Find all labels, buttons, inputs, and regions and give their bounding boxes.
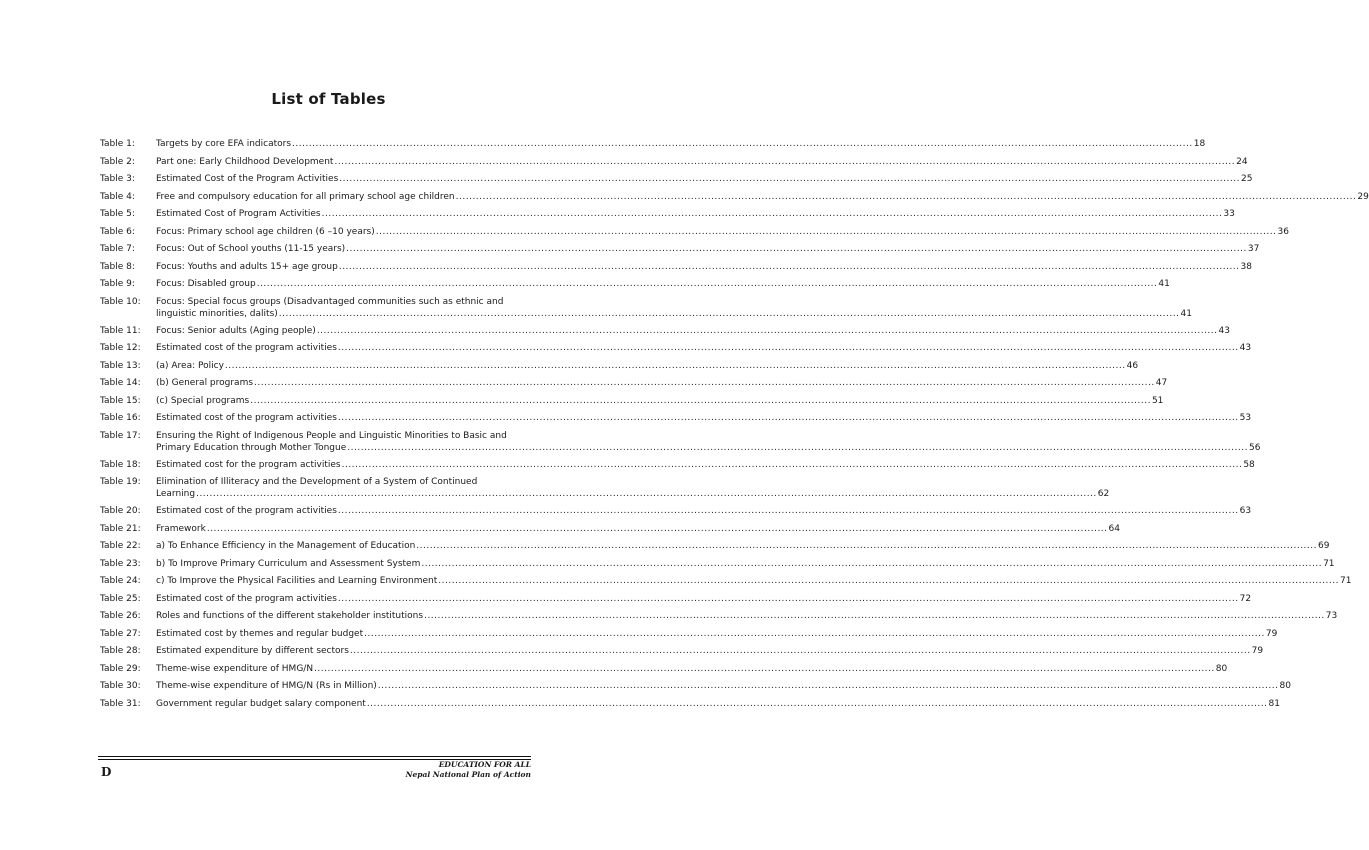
toc-entry-label: Table 10: <box>100 296 141 307</box>
toc-entry <box>100 395 1164 407</box>
dot-leader <box>334 156 1235 168</box>
toc-entry <box>100 191 1369 203</box>
toc-entry <box>100 173 1253 185</box>
toc-entry-label: Table 16: <box>100 413 141 423</box>
toc-entry-label: Table 19: <box>100 477 141 487</box>
toc-entry-body <box>156 558 1335 570</box>
dot-leader <box>438 575 1339 587</box>
toc-entry-text: a) To Enhance Efficiency in the Management of Education <box>156 541 416 551</box>
toc-entry <box>100 278 1170 290</box>
toc-entry-text: Focus: Senior adults (Aging people) <box>156 325 316 336</box>
dot-leader <box>342 459 1243 471</box>
toc-entry-page: 43 <box>1218 325 1230 336</box>
toc-entry-text: Estimated cost of the program activities <box>156 413 337 423</box>
dot-leader <box>314 663 1215 675</box>
toc-entry-page: 18 <box>1193 139 1206 149</box>
toc-entry-label: Table 18: <box>100 459 141 470</box>
toc-entry-text: Primary Education through Mother Tongue <box>156 442 347 453</box>
toc-entry <box>100 243 1260 255</box>
toc-entry <box>100 412 1252 424</box>
toc-entry-label: Table 5: <box>100 209 135 219</box>
toc-entry <box>100 208 1235 220</box>
toc-entry-body <box>156 610 1337 622</box>
toc-entry-text: Estimated cost for the program activities <box>156 459 341 470</box>
toc-entry-page: 56 <box>1248 442 1261 453</box>
page-title: List of Tables <box>271 90 386 108</box>
dot-leader <box>257 278 1158 290</box>
dot-leader <box>338 505 1239 517</box>
toc-entry-text: Estimated cost by themes and regular budget <box>156 628 364 639</box>
toc-entry-label: Table 20: <box>100 506 141 516</box>
dot-leader <box>339 261 1240 273</box>
toc-entry-text: Ensuring the Right of Indigenous People and Linguistic Minorities to Basic and <box>156 430 507 441</box>
toc-entry-body <box>156 680 1291 692</box>
toc-entry-label: Table 23: <box>100 558 141 569</box>
toc-entry-page: 38 <box>1240 261 1252 272</box>
toc-entry-body <box>156 191 1369 203</box>
dot-leader <box>225 360 1126 372</box>
toc-entry <box>100 523 1120 535</box>
toc-entry-text: Focus: Out of School youths (11-15 years) <box>156 244 346 254</box>
toc-entry <box>100 663 1228 675</box>
toc-entry-body <box>156 412 1251 424</box>
toc-entry-page: 53 <box>1239 413 1252 423</box>
toc-entry-body <box>156 261 1252 273</box>
toc-entry-label: Table 14: <box>100 378 141 388</box>
toc-entry <box>100 575 1352 587</box>
toc-entry-label: Table 29: <box>100 663 141 674</box>
toc-entry-body <box>156 156 1248 168</box>
toc-entry-label: Table 6: <box>100 226 135 237</box>
toc-entry-page: 36 <box>1277 226 1289 237</box>
toc-entry-body <box>156 360 1138 372</box>
toc-entry-body <box>156 523 1120 535</box>
toc-entry <box>100 430 1261 454</box>
toc-entry-text: b) To Improve Primary Curriculum and Assessment System <box>156 558 421 569</box>
toc-entry-label: Table 24: <box>100 576 141 586</box>
dot-leader <box>338 593 1239 605</box>
toc-entry-label: Table 21: <box>100 523 141 534</box>
toc-entry-page: 33 <box>1223 209 1235 219</box>
dot-leader <box>254 377 1155 389</box>
toc-entry-page: 79 <box>1251 646 1264 656</box>
toc-entry <box>100 325 1230 337</box>
toc-entry-label: Table 15: <box>100 395 141 406</box>
toc-entry-label: Table 13: <box>100 360 141 371</box>
toc-entry-text: Focus: Youths and adults 15+ age group <box>156 261 338 272</box>
toc-entry <box>100 593 1252 605</box>
footer-page-letter: D <box>101 765 112 779</box>
toc-entry-page: 72 <box>1239 593 1252 604</box>
toc-entry <box>100 459 1255 471</box>
toc-entry <box>100 645 1264 657</box>
toc-entry-label: Table 26: <box>100 611 141 621</box>
toc-entry-body <box>156 395 1163 407</box>
toc-entry-text: Government regular budget salary component <box>156 698 366 709</box>
toc-entry-text: Learning <box>156 489 196 499</box>
toc-entry-body <box>156 342 1251 354</box>
toc-entry <box>100 505 1252 517</box>
toc-entry-label: Table 31: <box>100 698 141 709</box>
toc-entry-text: Part one: Early Childhood Development <box>156 156 334 167</box>
toc-entry <box>100 540 1330 552</box>
toc-entry <box>100 558 1335 570</box>
toc-entry-label: Table 27: <box>100 628 141 639</box>
toc-entry-page: 71 <box>1339 576 1352 586</box>
toc-entry-body <box>156 663 1227 675</box>
toc-entry-body <box>156 226 1289 238</box>
dot-leader <box>376 226 1277 238</box>
toc-entry-text: Elimination of Illiteracy and the Development of a System of Continued <box>156 477 478 487</box>
toc-entry-label: Table 22: <box>100 541 141 551</box>
toc-entry-page: 46 <box>1126 360 1139 371</box>
footer-line-2: Nepal National Plan of Action <box>405 770 531 779</box>
toc-entry <box>100 680 1291 692</box>
toc-entry-page: 73 <box>1325 611 1338 621</box>
toc-entry-text: Free and compulsory education for all primary school age children <box>156 191 455 202</box>
table-of-contents <box>100 138 1369 715</box>
toc-entry <box>100 342 1252 354</box>
toc-entry-label: Table 11: <box>100 325 141 336</box>
toc-entry <box>100 610 1338 622</box>
toc-entry <box>100 261 1252 273</box>
toc-entry-text: Framework <box>156 523 206 534</box>
toc-entry-label: Table 9: <box>100 279 135 289</box>
toc-entry-body <box>156 138 1205 150</box>
toc-entry-body <box>156 430 1260 454</box>
toc-entry-page: 80 <box>1215 663 1228 674</box>
dot-leader <box>346 243 1247 255</box>
dot-leader <box>367 698 1268 710</box>
toc-entry <box>100 360 1139 372</box>
toc-entry-label: Table 1: <box>100 139 135 149</box>
toc-entry-text: (a) Area: Policy <box>156 360 224 371</box>
toc-entry-text: Focus: Disabled group <box>156 279 256 289</box>
toc-entry-text: Roles and functions of the different stakeholder institutions <box>156 611 424 621</box>
toc-entry-label: Table 30: <box>100 681 141 691</box>
toc-entry-text: Estimated cost of the program activities <box>156 343 337 353</box>
toc-entry-label: Table 4: <box>100 191 135 202</box>
toc-entry-text: Theme-wise expenditure of HMG/N (Rs in Million) <box>156 681 377 691</box>
toc-entry-label: Table 28: <box>100 646 141 656</box>
toc-entry-label: Table 8: <box>100 261 135 272</box>
toc-entry-page: 58 <box>1243 459 1255 470</box>
toc-entry-body <box>156 575 1351 587</box>
toc-entry-body <box>156 459 1255 471</box>
toc-entry-page: 79 <box>1265 628 1278 639</box>
toc-entry-body <box>156 476 1109 500</box>
toc-entry-body <box>156 325 1230 337</box>
toc-entry <box>100 226 1289 238</box>
toc-entry-page: 81 <box>1268 698 1280 709</box>
dot-leader <box>338 412 1239 424</box>
toc-entry-label: Table 7: <box>100 244 135 254</box>
toc-entry-body <box>156 628 1277 640</box>
dot-leader <box>339 173 1240 185</box>
toc-entry-text: Targets by core EFA indicators <box>156 139 292 149</box>
toc-entry-page: 41 <box>1158 279 1170 289</box>
dot-leader <box>196 488 1097 500</box>
dot-leader <box>424 610 1325 622</box>
toc-entry-label: Table 25: <box>100 593 141 604</box>
toc-entry-body <box>156 278 1170 290</box>
toc-entry-page: 51 <box>1151 395 1164 406</box>
toc-entry-body <box>156 243 1259 255</box>
toc-entry-page: 69 <box>1318 541 1330 551</box>
toc-entry-text: Estimated expenditure by different sectors <box>156 646 349 656</box>
toc-entry-page: 29 <box>1357 191 1369 202</box>
toc-entry <box>100 138 1206 150</box>
toc-entry-text: linguistic minorities, dalits) <box>156 308 278 319</box>
footer-rule <box>98 756 531 757</box>
dot-leader <box>378 680 1279 692</box>
toc-entry-page: 80 <box>1279 681 1291 691</box>
toc-entry-body <box>156 208 1235 220</box>
toc-entry-text: (b) General programs <box>156 378 254 388</box>
toc-entry <box>100 698 1280 710</box>
dot-leader <box>279 308 1180 320</box>
toc-entry-body <box>156 173 1252 185</box>
toc-entry-label: Table 3: <box>100 174 135 184</box>
toc-entry <box>100 377 1168 389</box>
toc-entry <box>100 628 1278 640</box>
toc-entry-text: Estimated Cost of the Program Activities <box>156 174 339 184</box>
toc-entry-page: 37 <box>1247 244 1260 254</box>
dot-leader <box>322 208 1223 220</box>
toc-entry-body <box>156 645 1263 657</box>
toc-entry-body <box>156 540 1329 552</box>
toc-entry-body <box>156 593 1251 605</box>
dot-leader <box>350 645 1251 657</box>
toc-entry-page: 24 <box>1236 156 1248 167</box>
toc-entry <box>100 156 1248 168</box>
toc-entry-page: 43 <box>1239 343 1252 353</box>
dot-leader <box>421 558 1322 570</box>
toc-entry-label: Table 12: <box>100 343 141 353</box>
dot-leader <box>317 325 1218 337</box>
toc-entry-text: Estimated cost of the program activities <box>156 506 337 516</box>
dot-leader <box>338 342 1239 354</box>
dot-leader <box>250 395 1151 407</box>
toc-entry-text: c) To Improve the Physical Facilities and Learning Environment <box>156 576 438 586</box>
footer-title-block <box>330 760 531 780</box>
toc-entry-label: Table 2: <box>100 156 135 167</box>
toc-entry-text: Estimated Cost of Program Activities <box>156 209 321 219</box>
toc-entry-text: Theme-wise expenditure of HMG/N <box>156 663 314 674</box>
dot-leader <box>347 442 1248 454</box>
toc-entry-text: (c) Special programs <box>156 395 250 406</box>
dot-leader <box>456 191 1357 203</box>
toc-entry-body <box>156 296 1192 320</box>
toc-entry <box>100 476 1110 500</box>
toc-entry-text: Focus: Special focus groups (Disadvantaged communities such as ethnic and <box>156 296 504 307</box>
toc-entry-page: 71 <box>1323 558 1335 569</box>
dot-leader <box>416 540 1317 552</box>
footer-line-1: EDUCATION FOR ALL <box>438 760 531 769</box>
toc-entry-label: Table 17: <box>100 430 141 441</box>
toc-entry-page: 62 <box>1097 489 1110 499</box>
toc-entry-page: 41 <box>1180 308 1192 319</box>
toc-entry-body <box>156 698 1280 710</box>
toc-entry <box>100 296 1192 320</box>
toc-entry-text: Estimated cost of the program activities <box>156 593 337 604</box>
dot-leader <box>207 523 1108 535</box>
toc-entry-page: 25 <box>1240 174 1253 184</box>
toc-entry-page: 47 <box>1155 378 1168 388</box>
toc-entry-body <box>156 377 1167 389</box>
toc-entry-body <box>156 505 1251 517</box>
toc-entry-page: 63 <box>1239 506 1252 516</box>
dot-leader <box>364 628 1265 640</box>
toc-entry-text: Focus: Primary school age children (6 –10 years) <box>156 226 375 237</box>
dot-leader <box>292 138 1193 150</box>
toc-entry-page: 64 <box>1108 523 1120 534</box>
